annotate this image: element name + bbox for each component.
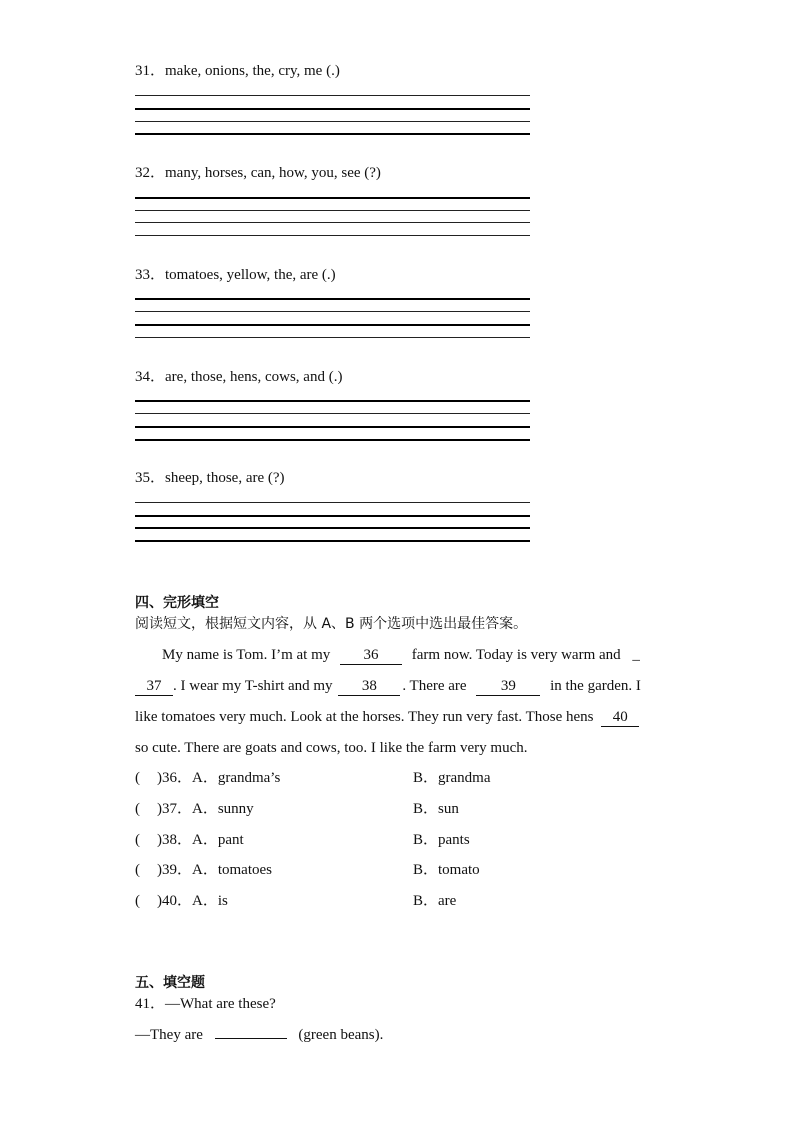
answer-line[interactable] [135, 426, 530, 428]
question-39: ( )39．A．tomatoes [135, 862, 272, 878]
question-38: ( )38．A．pant [135, 832, 244, 848]
answer-line[interactable] [135, 311, 530, 312]
section-heading-fill: 五、填空题 [135, 975, 205, 991]
answer-line[interactable] [135, 133, 530, 135]
answer-line[interactable] [135, 515, 530, 517]
answer-paren[interactable]: ( [135, 801, 140, 817]
answer-line[interactable] [135, 298, 530, 300]
passage-line-4: so cute. There are goats and cows, too. I like the farm very much. [135, 740, 528, 756]
question-37: ( )37．A．sunny [135, 801, 254, 817]
answer-line[interactable] [135, 527, 530, 529]
blank-40[interactable]: 40 [601, 709, 639, 727]
blank-36[interactable]: 36 [340, 647, 402, 665]
answer-line[interactable] [135, 95, 530, 96]
option-a[interactable]: A．is [192, 893, 228, 909]
option-a[interactable]: A．grandma’s [192, 770, 281, 786]
answer-line[interactable] [135, 235, 530, 236]
answer-line[interactable] [135, 121, 530, 122]
option-a[interactable]: A．pant [192, 832, 244, 848]
answer-line[interactable] [135, 324, 530, 326]
answer-line[interactable] [135, 413, 530, 414]
blank-41[interactable] [215, 1038, 287, 1039]
option-a[interactable]: A．tomatoes [192, 862, 272, 878]
answer-line[interactable] [135, 108, 530, 110]
section-heading-cloze: 四、完形填空 [135, 595, 219, 611]
answer-line[interactable] [135, 502, 530, 503]
option-b[interactable]: B．pants [413, 832, 470, 848]
question-34: 34．are, those, hens, cows, and (.) [135, 369, 343, 385]
cloze-instruction: 阅读短文，根据短文内容，从 A、B 两个选项中选出最佳答案。 [135, 616, 528, 632]
passage-line-2: 37 . I wear my T-shirt and my 38 . There are 39 in the garden. I [135, 678, 670, 696]
answer-line[interactable] [135, 540, 530, 542]
answer-paren[interactable]: ( [135, 770, 140, 786]
blank-38[interactable]: 38 [338, 678, 400, 696]
answer-paren[interactable]: ( [135, 832, 140, 848]
option-b[interactable]: B．are [413, 893, 457, 909]
blank-39[interactable]: 39 [476, 678, 540, 696]
answer-paren[interactable]: ( [135, 862, 140, 878]
answer-line[interactable] [135, 400, 530, 402]
answer-line[interactable] [135, 197, 530, 199]
question-32: 32．many, horses, can, how, you, see (?) [135, 165, 381, 181]
option-a[interactable]: A．sunny [192, 801, 254, 817]
question-36: ( )36．A．grandma’s [135, 770, 281, 786]
answer-line[interactable] [135, 439, 530, 441]
answer-line[interactable] [135, 337, 530, 338]
option-b[interactable]: B．sun [413, 801, 459, 817]
answer-line[interactable] [135, 222, 530, 223]
question-33: 33．tomatoes, yellow, the, are (.) [135, 267, 336, 283]
answer-paren[interactable]: ( [135, 893, 140, 909]
passage-line-1: My name is Tom. I’m at my 36 farm now. Today is very warm and _ [162, 647, 640, 663]
question-41: 41．—What are these? [135, 996, 276, 1012]
question-31: 31．make, onions, the, cry, me (.) [135, 63, 340, 79]
question-35: 35．sheep, those, are (?) [135, 470, 285, 486]
answer-line[interactable] [135, 210, 530, 211]
question-40: ( )40．A．is [135, 893, 228, 909]
option-b[interactable]: B．tomato [413, 862, 480, 878]
question-41-answer: —They are (green beans). [135, 1027, 384, 1043]
passage-line-3: like tomatoes very much. Look at the horses. They run very fast. Those hens 40 [135, 709, 670, 727]
blank-37[interactable]: 37 [135, 678, 173, 696]
option-b[interactable]: B．grandma [413, 770, 491, 786]
